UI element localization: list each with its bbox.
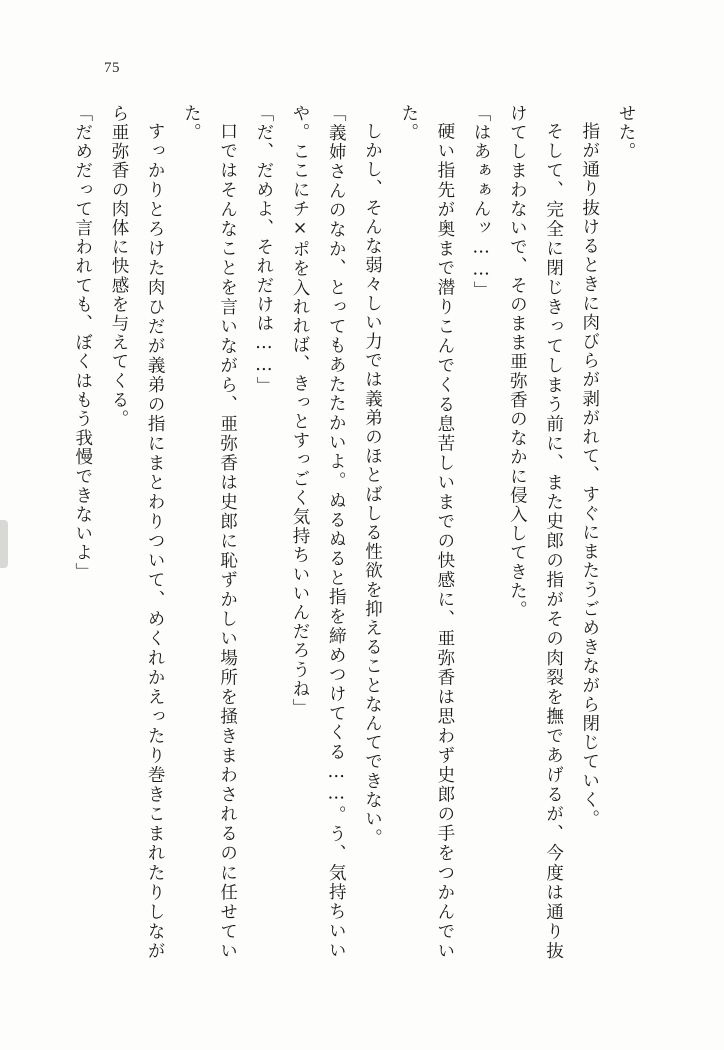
paragraph: 指が通り抜けるときに肉びらが剥がれて、すぐにまたうごめきながら閉じていく。 — [579, 121, 600, 829]
paragraph: 「だ、だめよ、それだけは……」 — [253, 104, 274, 396]
paragraph: 「だめだって言われても、ぼくはもう我慢できないよ」 — [72, 104, 93, 582]
page-number: 75 — [104, 60, 120, 76]
paragraph: 「はあぁぁんッ……」 — [471, 104, 492, 300]
paragraph: そして、完全に閉じきってしまう前に、また史郎の指がその肉裂を撫であげるが、今度は通り抜けてしまわないで、そのまま亜弥香のなかに侵入してきた。 — [507, 104, 564, 960]
binding-mark — [0, 520, 8, 568]
paragraph: しかし、そんな弱々しい力では義弟のほとばしる性欲を抑えることなんてできない。 — [362, 121, 383, 848]
paragraph: すっかりとろけた肉ひだが義弟の指にまとわりついて、めくれかえったり巻きこまれたりしながら亜弥香の肉体に快感を与えてくる。 — [108, 104, 166, 960]
paragraph: せた。 — [616, 104, 636, 162]
paragraph: 硬い指先が奥まで潜りこんでくる息苦しいまでの快感に、亜弥香は思わず史郎の手をつかんでいた。 — [398, 104, 455, 960]
paragraph: 「義姉さんのなか、とってもあたたかいよ。ぬるぬると指を締めつけてくる……。う、気持ちいいや。ここにチ×ポを入れれば、きっとすっごく気持ちいいんだろうね」 — [290, 104, 347, 960]
paragraph: 口ではそんなことを言いながら、亜弥香は史郎に恥ずかしい場所を掻きまわされるのに任せていた。 — [181, 104, 238, 960]
page-body-text — [72, 104, 644, 960]
